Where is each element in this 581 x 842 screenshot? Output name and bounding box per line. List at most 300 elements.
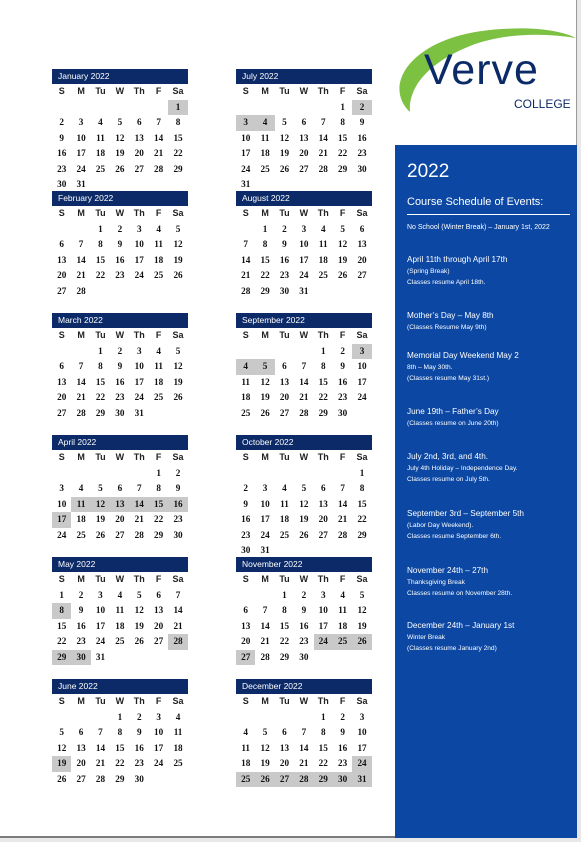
- event-detail: (Classes resume on June 20th): [407, 420, 499, 427]
- schedule-event: [407, 451, 575, 485]
- day-cell: 6: [243, 605, 248, 615]
- week-row: [236, 725, 372, 741]
- day-cell: 20: [76, 758, 86, 768]
- month-calendar: [52, 313, 188, 421]
- day-cell: 10: [134, 361, 144, 371]
- day-cell: 20: [57, 270, 67, 280]
- day-cell: 5: [301, 483, 307, 493]
- day-cell: 3: [236, 115, 255, 131]
- sidebar-year: 2022: [407, 161, 450, 182]
- week-row: [52, 222, 188, 238]
- day-cell: 29: [314, 772, 333, 788]
- weekday-label: S: [58, 330, 65, 340]
- event-detail: Winter Break: [407, 634, 446, 641]
- weekday-label: F: [339, 86, 346, 96]
- day-cell: 16: [134, 742, 144, 753]
- day-cell: 24: [134, 392, 144, 402]
- day-cell: 6: [156, 589, 161, 600]
- day-cell: 7: [243, 239, 248, 249]
- day-cell: 17: [318, 620, 328, 631]
- day-cell: 4: [243, 727, 248, 737]
- day-cell: 10: [134, 239, 144, 249]
- empty-day-cell: [294, 466, 313, 482]
- day-cell: 19: [279, 148, 290, 158]
- weekday-header-row: [52, 206, 188, 222]
- day-cell: 1: [156, 467, 161, 478]
- week-row: [52, 481, 188, 497]
- weekday-label: Sa: [356, 86, 368, 96]
- day-cell: 1: [117, 711, 123, 722]
- weekday-label: W: [299, 574, 309, 584]
- day-cell: 27: [279, 407, 290, 418]
- weekday-label: Th: [133, 208, 145, 218]
- day-cell: 3: [136, 345, 142, 356]
- day-cell: 26: [260, 407, 270, 418]
- weekday-label: S: [242, 452, 249, 462]
- event-detail: Thanksgiving Break: [407, 579, 465, 586]
- month-title: March 2022: [52, 313, 188, 328]
- day-cell: 29: [279, 651, 290, 662]
- day-cell: 9: [117, 361, 123, 371]
- day-cell: 14: [95, 742, 106, 753]
- day-cell: 13: [76, 742, 86, 753]
- day-cell: 7: [301, 361, 307, 371]
- day-cell: 24: [352, 756, 371, 772]
- empty-day-cell: [236, 222, 255, 238]
- empty-day-cell: [294, 344, 313, 360]
- day-cell: 17: [357, 742, 367, 753]
- day-cell: 5: [282, 117, 287, 127]
- week-row: [52, 390, 188, 406]
- month-calendar: [52, 191, 188, 299]
- day-cell: 16: [241, 514, 251, 524]
- day-cell: 10: [299, 239, 309, 249]
- day-cell: 15: [115, 742, 125, 753]
- week-row: [52, 603, 188, 619]
- day-cell: 31: [134, 407, 144, 418]
- day-cell: 7: [340, 483, 345, 493]
- week-row: [52, 375, 188, 391]
- weekday-label: Tu: [95, 696, 106, 706]
- day-cell: 29: [338, 163, 348, 174]
- day-cell: 11: [280, 498, 289, 509]
- day-cell: 19: [173, 376, 183, 387]
- month-title: February 2022: [52, 191, 188, 206]
- week-row: [236, 344, 372, 360]
- weekday-label: S: [58, 208, 65, 218]
- day-cell: 21: [173, 620, 183, 631]
- day-cell: 25: [154, 270, 164, 280]
- day-cell: 23: [279, 270, 290, 280]
- weekday-label: Sa: [356, 452, 368, 462]
- day-cell: 6: [59, 239, 64, 249]
- week-row: [52, 588, 188, 604]
- day-cell: 13: [57, 254, 67, 265]
- month-calendar: [236, 69, 372, 193]
- day-cell: 26: [338, 270, 348, 280]
- day-cell: 8: [320, 727, 326, 737]
- week-row: [236, 268, 372, 284]
- week-row: [236, 466, 372, 482]
- weekday-label: M: [261, 696, 269, 706]
- day-cell: 15: [338, 132, 348, 143]
- weekday-label: W: [115, 208, 125, 218]
- empty-day-cell: [294, 710, 313, 726]
- weekday-label: Sa: [172, 208, 184, 218]
- day-cell: 22: [357, 514, 367, 524]
- week-row: [236, 756, 372, 772]
- day-cell: 23: [76, 636, 86, 646]
- weekday-label: M: [261, 86, 269, 96]
- day-cell: 28: [338, 529, 348, 540]
- day-cell: 27: [76, 773, 86, 784]
- week-row: [236, 162, 372, 178]
- month-title: July 2022: [236, 69, 372, 84]
- week-row: [236, 772, 372, 788]
- day-cell: 23: [299, 636, 309, 646]
- day-cell: 26: [95, 529, 106, 540]
- weekday-header-row: [52, 450, 188, 466]
- weekday-label: Th: [317, 574, 329, 584]
- week-row: [52, 619, 188, 635]
- week-row: [52, 772, 188, 788]
- day-cell: 30: [134, 773, 144, 784]
- weekday-label: Tu: [95, 208, 106, 218]
- day-cell: 10: [154, 727, 164, 737]
- month-calendar: [52, 435, 188, 543]
- day-cell: 9: [301, 605, 307, 615]
- week-row: [52, 725, 188, 741]
- day-cell: 6: [117, 483, 123, 493]
- week-row: [236, 512, 372, 528]
- empty-day-cell: [255, 710, 274, 726]
- day-cell: 6: [59, 361, 64, 371]
- weekday-label: W: [299, 208, 309, 218]
- day-cell: 30: [299, 651, 309, 662]
- day-cell: 6: [282, 727, 287, 737]
- day-cell: 11: [241, 376, 251, 387]
- day-cell: 21: [299, 758, 309, 768]
- week-row: [236, 710, 372, 726]
- day-cell: 23: [57, 163, 67, 174]
- weekday-label: M: [77, 696, 85, 706]
- verve-college-logo: [390, 24, 578, 122]
- day-cell: 22: [338, 148, 348, 158]
- empty-day-cell: [71, 344, 90, 360]
- day-cell: 12: [173, 239, 183, 249]
- day-cell: 17: [299, 254, 309, 265]
- day-cell: 12: [279, 132, 290, 143]
- empty-day-cell: [314, 466, 333, 482]
- day-cell: 24: [241, 163, 251, 174]
- day-cell: 24: [260, 529, 270, 540]
- schedule-event: [407, 310, 575, 333]
- day-cell: 12: [338, 239, 348, 249]
- day-cell: 23: [115, 392, 125, 402]
- day-cell: 30: [115, 407, 125, 418]
- day-cell: 5: [98, 483, 103, 493]
- week-row: [52, 650, 188, 666]
- day-cell: 10: [260, 498, 270, 509]
- day-cell: 21: [134, 514, 144, 524]
- day-cell: 10: [95, 605, 106, 615]
- weekday-label: M: [77, 86, 85, 96]
- day-cell: 4: [156, 223, 161, 234]
- day-cell: 24: [314, 634, 333, 650]
- day-cell: 25: [76, 529, 86, 540]
- day-cell: 6: [136, 117, 142, 127]
- day-cell: 4: [236, 359, 255, 375]
- event-detail: July 4th Holiday – Independence Day.: [407, 465, 518, 472]
- event-detail: (Labor Day Weekend).: [407, 522, 474, 529]
- empty-day-cell: [91, 100, 110, 116]
- day-cell: 18: [318, 254, 328, 265]
- day-cell: 14: [338, 498, 348, 509]
- day-cell: 4: [156, 345, 161, 356]
- empty-day-cell: [275, 100, 294, 116]
- weekday-header-row: [52, 572, 188, 588]
- day-cell: 21: [260, 636, 270, 646]
- day-cell: 8: [320, 361, 326, 371]
- weekday-label: F: [155, 696, 162, 706]
- weekday-label: F: [339, 208, 346, 218]
- day-cell: 28: [294, 772, 313, 788]
- month-title: December 2022: [236, 679, 372, 694]
- day-cell: 26: [279, 163, 290, 174]
- weekday-label: Th: [317, 330, 329, 340]
- event-title: Mother’s Day – May 8th: [407, 311, 494, 320]
- day-cell: 14: [154, 132, 164, 143]
- day-cell: 16: [168, 497, 187, 513]
- empty-day-cell: [255, 588, 274, 604]
- weekday-label: W: [115, 452, 125, 462]
- event-detail: Classes resume on July 5th.: [407, 476, 490, 483]
- day-cell: 1: [340, 101, 345, 112]
- day-cell: 12: [173, 361, 183, 371]
- day-cell: 12: [260, 376, 270, 387]
- empty-day-cell: [236, 466, 255, 482]
- week-row: [52, 466, 188, 482]
- day-cell: 11: [71, 497, 90, 513]
- week-row: [236, 115, 372, 131]
- weekday-label: Tu: [279, 574, 290, 584]
- day-cell: 28: [299, 407, 309, 418]
- day-cell: 12: [91, 497, 110, 513]
- day-cell: 27: [115, 529, 125, 540]
- day-cell: 15: [357, 498, 367, 509]
- weekday-label: Th: [133, 696, 145, 706]
- day-cell: 7: [136, 483, 142, 493]
- day-cell: 13: [134, 132, 144, 143]
- day-cell: 18: [154, 254, 164, 265]
- weekday-label: Sa: [172, 696, 184, 706]
- day-cell: 18: [115, 620, 125, 631]
- weekday-label: S: [242, 208, 249, 218]
- day-cell: 1: [262, 223, 268, 234]
- day-cell: 29: [173, 163, 183, 174]
- day-cell: 3: [301, 223, 307, 234]
- day-cell: 16: [357, 132, 367, 143]
- day-cell: 27: [299, 163, 309, 174]
- week-row: [236, 406, 372, 422]
- week-row: [52, 512, 188, 528]
- day-cell: 2: [136, 711, 142, 722]
- day-cell: 7: [98, 727, 103, 737]
- day-cell: 3: [320, 589, 326, 600]
- day-cell: 26: [115, 163, 125, 174]
- week-row: [52, 268, 188, 284]
- day-cell: 19: [357, 620, 367, 631]
- week-row: [236, 603, 372, 619]
- day-cell: 23: [357, 148, 367, 158]
- weekday-label: Tu: [279, 452, 290, 462]
- day-cell: 14: [130, 497, 149, 513]
- day-cell: 1: [282, 589, 287, 600]
- day-cell: 19: [260, 392, 270, 402]
- day-cell: 8: [117, 727, 123, 737]
- event-detail: Classes resume April 18th.: [407, 279, 486, 286]
- day-cell: 11: [338, 605, 347, 615]
- event-detail: Classes resume September 6th.: [407, 533, 502, 540]
- day-cell: 2: [78, 589, 84, 600]
- weekday-label: S: [242, 574, 249, 584]
- weekday-label: M: [77, 330, 85, 340]
- day-cell: 29: [115, 773, 125, 784]
- day-cell: 22: [318, 758, 328, 768]
- day-cell: 5: [117, 117, 123, 127]
- day-cell: 22: [95, 392, 106, 402]
- week-row: [52, 756, 188, 772]
- day-cell: 2: [301, 589, 307, 600]
- week-row: [236, 528, 372, 544]
- day-cell: 9: [340, 727, 345, 737]
- week-row: [52, 634, 188, 650]
- day-cell: 3: [156, 711, 161, 722]
- day-cell: 21: [338, 514, 348, 524]
- day-cell: 15: [95, 376, 106, 387]
- day-cell: 20: [241, 636, 251, 646]
- event-title: September 3rd – September 5th: [407, 509, 524, 518]
- day-cell: 13: [154, 605, 164, 615]
- event-detail: (Classes resume January 2nd): [407, 645, 497, 652]
- day-cell: 1: [320, 345, 326, 356]
- logo-subtitle: COLLEGE: [514, 97, 571, 111]
- day-cell: 23: [115, 270, 125, 280]
- weekday-label: Sa: [356, 330, 368, 340]
- day-cell: 31: [260, 545, 270, 555]
- day-cell: 3: [59, 483, 64, 493]
- weekday-label: F: [155, 208, 162, 218]
- weekday-label: S: [58, 696, 65, 706]
- empty-day-cell: [294, 100, 313, 116]
- day-cell: 20: [115, 514, 125, 524]
- event-title: No School (Winter Break) – January 1st, 2022: [407, 224, 550, 231]
- day-cell: 14: [299, 742, 309, 753]
- day-cell: 18: [279, 514, 290, 524]
- day-cell: 26: [352, 634, 371, 650]
- day-cell: 10: [76, 132, 86, 143]
- schedule-event: [407, 565, 575, 599]
- weekday-label: W: [299, 330, 309, 340]
- day-cell: 15: [57, 620, 67, 631]
- day-cell: 16: [76, 620, 86, 631]
- day-cell: 13: [299, 132, 309, 143]
- day-cell: 24: [357, 392, 367, 402]
- month-title: April 2022: [52, 435, 188, 450]
- day-cell: 2: [117, 345, 123, 356]
- day-cell: 6: [359, 223, 365, 234]
- day-cell: 21: [95, 758, 106, 768]
- week-row: [52, 344, 188, 360]
- event-detail: (Classes resume May 31st.): [407, 375, 490, 382]
- event-title: June 19th – Father’s Day: [407, 407, 499, 416]
- month-title: November 2022: [236, 557, 372, 572]
- empty-day-cell: [52, 710, 71, 726]
- weekday-header-row: [52, 328, 188, 344]
- day-cell: 7: [78, 239, 84, 249]
- day-cell: 2: [243, 483, 248, 493]
- day-cell: 17: [95, 620, 106, 631]
- weekday-label: M: [77, 208, 85, 218]
- day-cell: 25: [173, 758, 183, 768]
- weekday-label: Sa: [356, 208, 368, 218]
- day-cell: 16: [299, 620, 309, 631]
- weekday-label: F: [339, 696, 346, 706]
- day-cell: 2: [340, 345, 345, 356]
- schedule-event: [407, 508, 575, 542]
- weekday-label: Th: [133, 452, 145, 462]
- weekday-label: Tu: [279, 86, 290, 96]
- day-cell: 3: [262, 483, 268, 493]
- weekday-label: Tu: [95, 330, 106, 340]
- day-cell: 25: [154, 392, 164, 402]
- week-row: [52, 284, 188, 300]
- week-row: [52, 497, 188, 513]
- weekday-header-row: [236, 328, 372, 344]
- day-cell: 12: [357, 605, 367, 615]
- day-cell: 31: [95, 651, 106, 662]
- weekday-label: M: [261, 330, 269, 340]
- day-cell: 21: [318, 148, 328, 158]
- day-cell: 28: [76, 407, 86, 418]
- weekday-label: Tu: [279, 696, 290, 706]
- day-cell: 28: [241, 285, 251, 296]
- day-cell: 30: [173, 529, 183, 540]
- day-cell: 13: [241, 620, 251, 631]
- weekday-label: W: [115, 330, 125, 340]
- empty-day-cell: [236, 588, 255, 604]
- day-cell: 25: [279, 529, 290, 540]
- weekday-label: Th: [317, 208, 329, 218]
- day-cell: 28: [154, 163, 164, 174]
- day-cell: 4: [175, 711, 181, 722]
- day-cell: 8: [98, 361, 103, 371]
- day-cell: 19: [134, 620, 144, 631]
- day-cell: 28: [76, 285, 86, 296]
- day-cell: 23: [241, 529, 251, 540]
- day-cell: 2: [352, 100, 371, 116]
- day-cell: 18: [241, 392, 251, 402]
- day-cell: 5: [359, 589, 365, 600]
- day-cell: 13: [279, 742, 290, 753]
- day-cell: 30: [71, 650, 90, 666]
- day-cell: 24: [76, 163, 86, 174]
- day-cell: 19: [173, 254, 183, 265]
- day-cell: 16: [338, 376, 348, 387]
- weekday-label: Sa: [172, 452, 184, 462]
- week-row: [52, 115, 188, 131]
- day-cell: 30: [57, 179, 67, 189]
